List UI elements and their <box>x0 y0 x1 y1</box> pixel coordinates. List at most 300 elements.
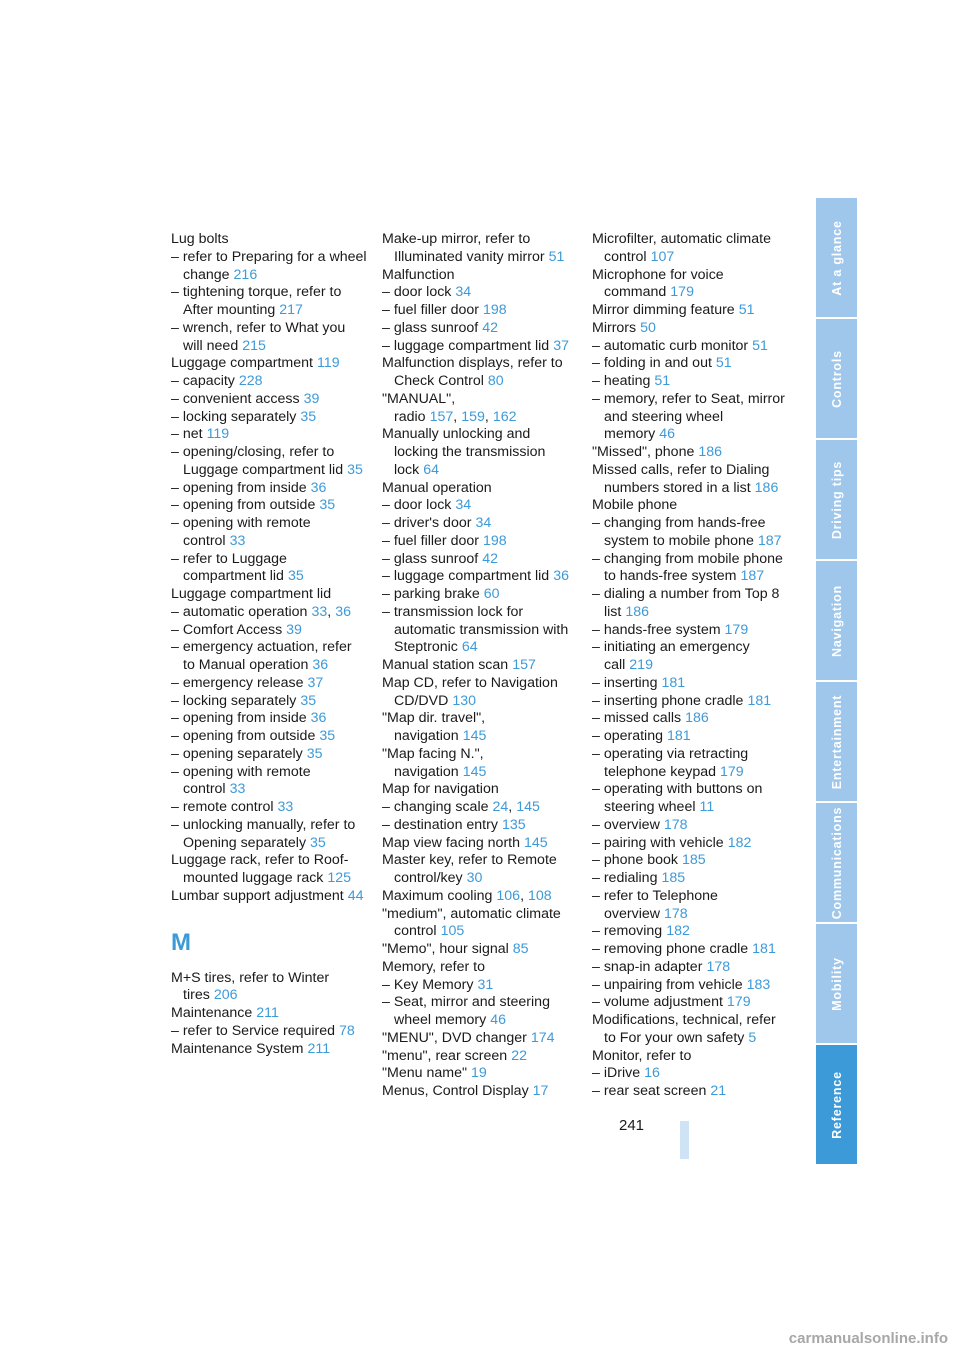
page-ref-link[interactable]: 145 <box>462 763 487 780</box>
index-entry-text: Lug bolts <box>171 231 229 247</box>
index-entry <box>592 781 788 817</box>
index-entry <box>592 888 788 924</box>
index-entry-text: Modifications, technical, refer to For your own safety <box>592 1012 776 1046</box>
page-ref-link[interactable]: 119 <box>316 355 340 372</box>
index-entry-text: Make-up mirror, refer to Illuminated vanity mirror <box>382 231 545 265</box>
index-entry <box>592 710 788 728</box>
index-entry <box>592 391 788 444</box>
index-entry-text: – glass sunroof <box>382 550 479 567</box>
index-entry-text: – snap-in adapter <box>592 958 703 975</box>
page-ref-link[interactable]: 24 <box>492 799 509 815</box>
index-entry <box>171 693 367 711</box>
index-entry <box>592 728 788 746</box>
page-ref-link[interactable]: 46 <box>659 426 676 443</box>
page-ref-link[interactable]: 35 <box>347 461 363 478</box>
page-ref-link[interactable]: 34 <box>475 515 492 531</box>
page-ref-link[interactable]: 187 <box>757 532 782 549</box>
index-entry <box>592 355 788 373</box>
index-entry-text: – hands-free system <box>592 621 721 638</box>
index-entry <box>171 1023 367 1041</box>
index-entry-text: Mirrors <box>592 319 637 336</box>
index-entry-text: – inserting <box>592 674 658 691</box>
sidebar-tab-mobility[interactable] <box>816 924 857 1043</box>
page-ref-link[interactable]: 198 <box>483 532 507 549</box>
index-entry <box>171 675 367 693</box>
index-entry <box>171 799 367 817</box>
index-entry <box>592 497 788 515</box>
page-ref-separator: , <box>520 887 525 904</box>
page-ref-link[interactable]: 51 <box>548 248 565 265</box>
index-entry-text: Microphone for voice command <box>592 266 724 301</box>
page-ref-link[interactable]: 51 <box>738 302 755 318</box>
page-ref-link[interactable]: 46 <box>490 1012 507 1028</box>
page-ref-link[interactable]: 186 <box>698 444 723 460</box>
index-entry-text: – refer to Luggage compartment lid <box>171 550 287 585</box>
sidebar-tab-entertainment[interactable] <box>816 682 857 801</box>
index-entry <box>171 497 367 515</box>
index-entry-text: – dialing a number from Top 8 list <box>592 586 780 620</box>
index-entry <box>592 1083 788 1101</box>
index-entry-text: – unlocking manually, refer to Opening separately <box>171 816 356 851</box>
index-entry <box>592 302 788 320</box>
page-ref-link[interactable]: 179 <box>724 621 749 638</box>
page-ref-link[interactable]: 130 <box>452 692 477 709</box>
index-entry <box>592 835 788 853</box>
index-entry <box>171 639 367 675</box>
index-entry-text: – changing from hands-free system to mobile phone <box>592 515 766 549</box>
index-entry-text: – opening from inside <box>171 710 307 727</box>
index-entry <box>171 391 367 409</box>
page-ref-link[interactable]: 186 <box>685 710 709 727</box>
index-column-2 <box>382 231 578 1101</box>
page-ref-link[interactable]: 33 <box>277 799 294 815</box>
page-ref-link[interactable]: 36 <box>310 710 327 727</box>
index-entry <box>171 586 367 604</box>
page-ref-link[interactable]: 31 <box>477 976 494 993</box>
index-entry-text: – removing phone cradle <box>592 941 749 957</box>
index-entry <box>592 746 788 782</box>
index-entry <box>382 1030 578 1048</box>
page-ref-link[interactable]: 157 <box>429 408 454 425</box>
index-entry-text: – missed calls <box>592 710 682 727</box>
page-ref-link[interactable]: 105 <box>440 923 465 940</box>
index-entry-text: – refer to Telephone overview <box>592 887 718 922</box>
index-entry <box>592 444 788 462</box>
index-entry <box>171 710 367 728</box>
sidebar-tab-navigation[interactable] <box>816 561 857 680</box>
index-entry-text: – opening from outside <box>171 497 316 514</box>
page-ref-link[interactable]: 215 <box>242 337 266 354</box>
index-entry-text: "menu", rear screen <box>382 1047 508 1064</box>
page-ref-separator: , <box>453 408 458 425</box>
index-entry <box>171 426 367 444</box>
page-ref-link[interactable]: 36 <box>310 479 327 496</box>
index-entry <box>171 852 367 888</box>
index-entry <box>592 551 788 587</box>
index-entry-text: "Map facing N.", navigation <box>382 745 484 780</box>
page-ref-link[interactable]: 186 <box>625 603 650 620</box>
index-entry <box>171 746 367 764</box>
page-ref-link[interactable]: 35 <box>319 497 336 514</box>
index-entry <box>382 906 578 942</box>
index-entry-text: – redialing <box>592 870 658 886</box>
page-ref-link[interactable]: 185 <box>661 870 686 886</box>
index-entry-text: "Map dir. travel", navigation <box>382 710 486 744</box>
index-entry <box>382 533 578 551</box>
index-entry <box>382 710 578 746</box>
index-entry-text: – initiating an emergency call <box>592 639 750 673</box>
index-entry <box>382 267 578 285</box>
index-column-3 <box>592 231 788 1101</box>
page-ref-link[interactable]: 185 <box>682 852 706 869</box>
sidebar-tab-label: Controls <box>829 349 844 408</box>
index-entry-text: – locking separately <box>171 692 297 709</box>
index-entry-text: – Seat, mirror and steering wheel memory <box>382 994 550 1028</box>
index-entry <box>171 888 367 906</box>
page-ref-link[interactable]: 106 <box>496 887 521 904</box>
index-entry-text: Map for navigation <box>382 781 499 798</box>
page-ref-link[interactable]: 11 <box>699 799 715 815</box>
page-ref-link[interactable]: 198 <box>483 302 507 318</box>
page-number: 241 <box>619 1117 645 1134</box>
page-ref-link[interactable]: 16 <box>644 1065 660 1082</box>
sidebar-tab-reference[interactable] <box>816 1045 857 1164</box>
page-ref-link[interactable]: 211 <box>256 1005 279 1021</box>
page-ref-link[interactable]: 85 <box>512 941 529 957</box>
index-entry <box>592 923 788 941</box>
index-entry-text: – door lock <box>382 284 452 301</box>
index-entry <box>382 994 578 1030</box>
index-entry-text: – convenient access <box>171 390 300 407</box>
index-entry <box>592 852 788 870</box>
page-ref-link[interactable]: 179 <box>670 284 694 301</box>
page-ref-link[interactable]: 21 <box>710 1083 727 1099</box>
index-entry <box>382 391 578 427</box>
page-ref-separator: , <box>327 603 332 620</box>
index-entry-text: – driver's door <box>382 515 472 531</box>
page-ref-link[interactable]: 183 <box>746 976 771 993</box>
page-ref-link[interactable]: 22 <box>511 1047 527 1064</box>
page-ref-link[interactable]: 181 <box>752 941 776 957</box>
index-entry-text: – iDrive <box>592 1065 641 1082</box>
index-entry <box>382 959 578 977</box>
index-entry-text: – opening with remote control <box>171 763 311 798</box>
index-entry <box>382 515 578 533</box>
index-entry-text: – tightening torque, refer to After mounting <box>171 284 342 318</box>
page-ref-link[interactable]: 162 <box>492 408 517 425</box>
sidebar-tab-at-a-glance[interactable] <box>816 198 857 317</box>
index-entry <box>382 497 578 515</box>
page-ref-link[interactable]: 181 <box>747 692 772 709</box>
sidebar-tab-label: Communications <box>829 806 844 919</box>
index-entry <box>171 515 367 551</box>
index-entry <box>171 231 367 249</box>
page-ref-link[interactable]: 107 <box>650 248 675 265</box>
index-entry <box>382 799 578 817</box>
index-entry-text: – door lock <box>382 497 452 514</box>
page-ref-separator: , <box>484 408 489 425</box>
page-ref-link[interactable]: 42 <box>482 550 498 567</box>
index-entry <box>171 444 367 480</box>
page-ref-link[interactable]: 157 <box>512 657 536 673</box>
index-entry-text: – automatic operation <box>171 603 308 620</box>
index-entry <box>592 941 788 959</box>
index-entry-text: – Comfort Access <box>171 621 283 638</box>
page-ref-link[interactable]: 135 <box>501 816 526 833</box>
index-entry <box>592 977 788 995</box>
page-ref-link[interactable]: 217 <box>279 302 303 318</box>
index-column-1 <box>171 231 367 1058</box>
page-ref-link[interactable]: 51 <box>654 373 671 389</box>
index-entry-text: Maintenance System <box>171 1040 304 1057</box>
index-entry-text: Mobile phone <box>592 497 678 514</box>
index-entry-text: – pairing with vehicle <box>592 834 724 851</box>
index-entry <box>382 1083 578 1101</box>
page-ref-link[interactable]: 37 <box>307 674 324 691</box>
index-entry <box>382 284 578 302</box>
page-ref-link[interactable]: 174 <box>530 1029 555 1046</box>
page-ref-link[interactable]: 35 <box>287 568 304 585</box>
index-entry-text: – net <box>171 426 203 443</box>
page-ref-link[interactable]: 19 <box>471 1065 487 1082</box>
page-ref-link[interactable]: 159 <box>461 408 485 425</box>
index-entry-text: – inserting phone cradle <box>592 692 744 709</box>
index-entry-text: Maximum cooling <box>382 887 493 904</box>
page-ref-link[interactable]: 30 <box>466 870 483 886</box>
index-entry-text: – wrench, refer to What you will need <box>171 319 346 354</box>
index-entry <box>592 462 788 498</box>
index-entry <box>171 320 367 356</box>
page-ref-link[interactable]: 50 <box>640 319 656 336</box>
sidebar-tab-label: At a glance <box>829 219 844 296</box>
index-entry <box>592 675 788 693</box>
index-entry-text: – Key Memory <box>382 976 474 993</box>
page-ref-link[interactable]: 181 <box>661 674 686 691</box>
page-ref-link[interactable]: 64 <box>423 461 440 478</box>
page-ref-link[interactable]: 35 <box>319 728 336 744</box>
index-entry <box>171 604 367 622</box>
index-entry-text: – luggage compartment lid <box>382 568 550 585</box>
index-entry <box>382 746 578 782</box>
index-entry-text: – capacity <box>171 373 235 389</box>
page-ref-link[interactable]: 33 <box>229 781 246 798</box>
index-entry <box>171 764 367 800</box>
index-entry <box>382 977 578 995</box>
index-entry-text: "Memo", hour signal <box>382 941 509 957</box>
index-entry-text: – automatic curb monitor <box>592 337 749 354</box>
sidebar-tab-driving-tips[interactable] <box>816 440 857 559</box>
index-entry-text: Lumbar support adjustment <box>171 887 344 904</box>
index-entry <box>382 480 578 498</box>
sidebar-tab-controls[interactable] <box>816 319 857 438</box>
index-entry-text: – opening with remote control <box>171 515 311 549</box>
page-ref-link[interactable]: 178 <box>663 816 688 833</box>
watermark: carmanualsonline.info <box>788 1330 948 1347</box>
index-entry <box>382 781 578 799</box>
index-entry-text: Menus, Control Display <box>382 1083 529 1099</box>
page-ref-link[interactable]: 35 <box>300 408 317 425</box>
index-entry-text: – memory, refer to Seat, mirror and steering wheel memory <box>592 390 785 443</box>
index-entry-text: – transmission lock for automatic transmission with Steptronic <box>382 603 569 656</box>
page-ref-link[interactable]: 186 <box>754 479 779 496</box>
page-ref-link[interactable]: 51 <box>752 337 768 354</box>
page-ref-link[interactable]: 179 <box>726 994 751 1011</box>
index-entry <box>382 231 578 267</box>
page-ref-link[interactable]: 216 <box>233 266 258 283</box>
index-entry-text: – glass sunroof <box>382 319 479 336</box>
index-entry-text: "medium", automatic climate control <box>382 905 561 940</box>
index-entry-text: Memory, refer to <box>382 958 486 975</box>
page-ref-link[interactable]: 42 <box>482 319 498 336</box>
index-entry-text: – heating <box>592 373 651 389</box>
index-entry <box>171 355 367 373</box>
index-entry-text: Map CD, refer to Navigation CD/DVD <box>382 674 558 709</box>
page-ref-link[interactable]: 33 <box>311 603 328 620</box>
page-ref-link[interactable]: 17 <box>532 1083 549 1099</box>
page-ref-link[interactable]: 119 <box>206 426 230 443</box>
index-entry <box>171 249 367 285</box>
index-entry <box>382 852 578 888</box>
page-ref-link[interactable]: 219 <box>629 657 653 673</box>
index-entry <box>171 817 367 853</box>
index-entry-text: – changing from mobile phone to hands-free system <box>592 550 783 585</box>
index-entry <box>592 1065 788 1083</box>
sidebar-tab-label: Driving tips <box>829 460 844 539</box>
index-entry-text: Microfilter, automatic climate control <box>592 231 771 265</box>
index-entry-text: Maintenance <box>171 1005 253 1021</box>
page-ref-link[interactable]: 60 <box>483 586 500 602</box>
page-ref-link[interactable]: 145 <box>524 834 548 851</box>
page-ref-link[interactable]: 178 <box>663 905 688 922</box>
index-entry-text: – unpairing from vehicle <box>592 976 743 993</box>
page-ref-link[interactable]: 51 <box>715 355 732 372</box>
sidebar-tab-communications[interactable] <box>816 803 857 922</box>
index-entry <box>171 373 367 391</box>
index-entry <box>171 1041 367 1059</box>
index-entry <box>382 551 578 569</box>
index-entry-text: – overview <box>592 816 660 833</box>
page-ref-link[interactable]: 206 <box>213 987 238 1004</box>
page-ref-link[interactable]: 78 <box>339 1022 355 1039</box>
index-entry-text: – opening from inside <box>171 479 307 496</box>
index-entry <box>592 959 788 977</box>
page-ref-link[interactable]: 33 <box>229 532 246 549</box>
index-entry-text: – fuel filler door <box>382 532 479 549</box>
index-entry-text: "Missed", phone <box>592 444 695 460</box>
page-ref-link[interactable]: 35 <box>310 834 326 851</box>
index-entry <box>382 604 578 657</box>
page-ref-link[interactable]: 37 <box>553 337 569 354</box>
page-ref-link[interactable]: 145 <box>462 728 487 744</box>
index-entry <box>592 639 788 675</box>
page-ref-link[interactable]: 35 <box>306 745 323 762</box>
index-entry-text: – refer to Service required <box>171 1022 336 1039</box>
sidebar-tab-label: Entertainment <box>829 694 844 789</box>
index-entry <box>382 1065 578 1083</box>
page-ref-link[interactable]: 35 <box>300 692 317 709</box>
page-ref-link[interactable]: 125 <box>327 870 352 886</box>
index-entry <box>171 480 367 498</box>
index-entry <box>171 284 367 320</box>
index-entry-text: – luggage compartment lid <box>382 337 550 354</box>
index-entry-text: – removing <box>592 923 663 940</box>
index-entry <box>382 657 578 675</box>
index-entry <box>171 970 367 1006</box>
page-ref-link[interactable]: 34 <box>455 284 472 301</box>
page-ref-link[interactable]: 44 <box>347 887 364 904</box>
index-entry <box>382 835 578 853</box>
index-entry <box>382 888 578 906</box>
index-entry-text: – emergency actuation, refer to Manual operation <box>171 639 352 673</box>
page-ref-link[interactable]: 39 <box>303 390 320 407</box>
index-entry <box>382 338 578 356</box>
page-ref-link[interactable]: 36 <box>553 568 569 585</box>
page-ref-link[interactable]: 36 <box>335 603 351 620</box>
index-entry <box>382 941 578 959</box>
index-entry <box>592 622 788 640</box>
index-entry <box>171 622 367 640</box>
index-entry-text: Monitor, refer to <box>592 1047 692 1064</box>
index-entry <box>592 373 788 391</box>
index-entry-text: – folding in and out <box>592 355 712 372</box>
page-ref-link[interactable]: 39 <box>286 621 302 638</box>
page-ref-link[interactable]: 108 <box>528 887 552 904</box>
index-entry <box>382 1048 578 1066</box>
chapter-sidebar <box>816 198 857 1166</box>
page-ref-link[interactable]: 182 <box>727 834 752 851</box>
page-number-bar <box>680 1121 689 1159</box>
index-entry-text: M+S tires, refer to Winter tires <box>171 969 330 1004</box>
index-entry-text: Map view facing north <box>382 834 521 851</box>
index-entry-text: – operating with buttons on steering wheel <box>592 781 763 815</box>
page-ref-link[interactable]: 80 <box>487 373 504 389</box>
page-ref-link[interactable]: 228 <box>238 373 263 389</box>
page-ref-link[interactable]: 34 <box>455 497 472 514</box>
index-entry-text: Mirror dimming feature <box>592 302 735 318</box>
index-entry-text: Missed calls, refer to Dialing numbers stored in a list <box>592 461 770 496</box>
index-entry-text: – opening/closing, refer to Luggage compartment lid <box>171 444 344 478</box>
index-entry-text: Malfunction displays, refer to Check Control <box>382 355 563 389</box>
page-ref-link[interactable]: 145 <box>516 799 540 815</box>
index-entry-text: Manually unlocking and locking the transmission lock <box>382 426 546 478</box>
page-ref-link[interactable]: 5 <box>748 1029 757 1046</box>
page-ref-link[interactable]: 181 <box>667 728 691 744</box>
index-entry-text: – fuel filler door <box>382 302 479 318</box>
index-entry-text: – opening from outside <box>171 728 316 744</box>
page-ref-link[interactable]: 179 <box>720 763 744 780</box>
page-ref-link[interactable]: 187 <box>740 568 765 585</box>
index-entry-text: – changing scale <box>382 799 489 815</box>
index-entry <box>592 267 788 303</box>
index-entry <box>592 994 788 1012</box>
index-entry <box>592 586 788 622</box>
index-entry-text: – remote control <box>171 799 274 815</box>
sidebar-tab-label: Mobility <box>829 956 844 1011</box>
index-entry <box>382 817 578 835</box>
page-ref-link[interactable]: 36 <box>312 657 329 673</box>
index-entry-text: Luggage compartment <box>171 355 313 372</box>
page-ref-link[interactable]: 64 <box>461 639 478 656</box>
page-ref-link[interactable]: 178 <box>706 958 731 975</box>
index-entry <box>592 817 788 835</box>
page-ref-link[interactable]: 211 <box>307 1040 331 1057</box>
index-entry <box>382 355 578 391</box>
index-entry-text: Luggage rack, refer to Roof-mounted luggage rack <box>171 852 349 886</box>
page-ref-link[interactable]: 182 <box>666 923 690 940</box>
index-entry-text: – operating via retracting telephone keypad <box>592 745 749 780</box>
index-entry <box>592 320 788 338</box>
index-entry <box>592 515 788 551</box>
